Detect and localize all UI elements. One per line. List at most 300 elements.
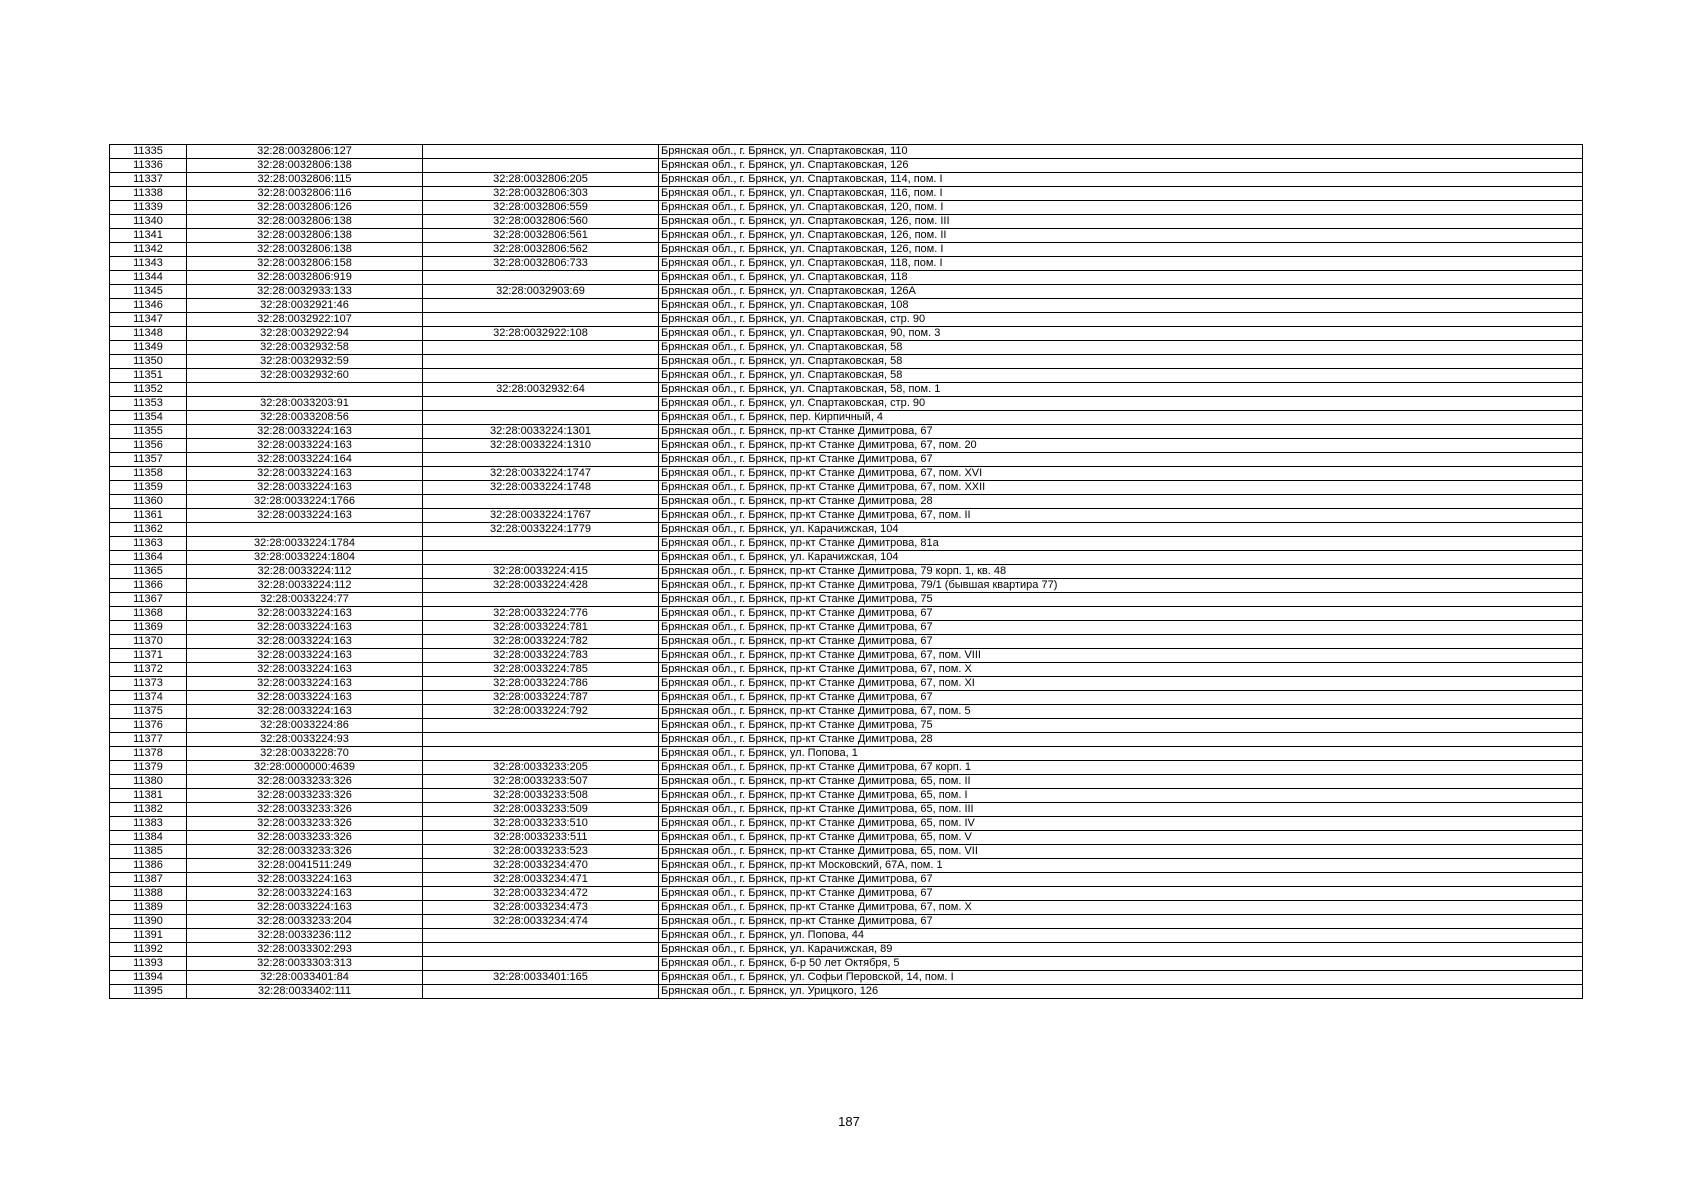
row-number-cell: 11344 — [110, 271, 187, 285]
row-number-cell: 11387 — [110, 873, 187, 887]
address-cell: Брянская обл., г. Брянск, ул. Карачижская, 104 — [659, 523, 1583, 537]
table-row — [110, 313, 1583, 327]
row-number-cell: 11370 — [110, 635, 187, 649]
related-cadastral-number-cell: 32:28:0033234:473 — [423, 901, 659, 915]
table-row — [110, 677, 1583, 691]
related-cadastral-number-cell — [423, 495, 659, 509]
related-cadastral-number-cell: 32:28:0032806:733 — [423, 257, 659, 271]
row-number-cell: 11360 — [110, 495, 187, 509]
cadastral-number-cell: 32:28:0033303:313 — [187, 957, 423, 971]
cadastral-number-cell: 32:28:0032932:58 — [187, 341, 423, 355]
related-cadastral-number-cell: 32:28:0032922:108 — [423, 327, 659, 341]
related-cadastral-number-cell: 32:28:0033224:1748 — [423, 481, 659, 495]
cadastral-number-cell: 32:28:0032932:59 — [187, 355, 423, 369]
cadastral-number-cell: 32:28:0033236:112 — [187, 929, 423, 943]
address-cell: Брянская обл., г. Брянск, ул. Спартаковская, 114, пом. I — [659, 173, 1583, 187]
cadastral-number-cell — [187, 383, 423, 397]
address-cell: Брянская обл., г. Брянск, ул. Спартаковская, 126 — [659, 159, 1583, 173]
address-cell: Брянская обл., г. Брянск, пр-кт Станке Димитрова, 67, пом. XXII — [659, 481, 1583, 495]
table-row — [110, 341, 1583, 355]
table-row — [110, 439, 1583, 453]
address-cell: Брянская обл., г. Брянск, ул. Спартаковская, 110 — [659, 145, 1583, 159]
row-number-cell: 11357 — [110, 453, 187, 467]
cadastral-number-cell: 32:28:0000000:4639 — [187, 761, 423, 775]
row-number-cell: 11376 — [110, 719, 187, 733]
cadastral-number-cell: 32:28:0033208:56 — [187, 411, 423, 425]
table-row — [110, 747, 1583, 761]
related-cadastral-number-cell — [423, 747, 659, 761]
address-cell: Брянская обл., г. Брянск, пр-кт Станке Димитрова, 65, пом. IV — [659, 817, 1583, 831]
row-number-cell: 11369 — [110, 621, 187, 635]
related-cadastral-number-cell — [423, 299, 659, 313]
row-number-cell: 11352 — [110, 383, 187, 397]
address-cell: Брянская обл., г. Брянск, ул. Карачижская, 89 — [659, 943, 1583, 957]
related-cadastral-number-cell: 32:28:0033233:507 — [423, 775, 659, 789]
address-cell: Брянская обл., г. Брянск, пр-кт Станке Димитрова, 65, пом. V — [659, 831, 1583, 845]
row-number-cell: 11358 — [110, 467, 187, 481]
cadastral-number-cell: 32:28:0033402:111 — [187, 985, 423, 999]
table-row — [110, 411, 1583, 425]
cadastral-number-cell: 32:28:0033401:84 — [187, 971, 423, 985]
table-row — [110, 523, 1583, 537]
address-cell: Брянская обл., г. Брянск, пр-кт Станке Димитрова, 67, пом. X — [659, 901, 1583, 915]
address-cell: Брянская обл., г. Брянск, пр-кт Станке Димитрова, 67, пом. X — [659, 663, 1583, 677]
related-cadastral-number-cell — [423, 593, 659, 607]
row-number-cell: 11336 — [110, 159, 187, 173]
cadastral-number-cell: 32:28:0033203:91 — [187, 397, 423, 411]
related-cadastral-number-cell: 32:28:0033233:523 — [423, 845, 659, 859]
related-cadastral-number-cell: 32:28:0033224:428 — [423, 579, 659, 593]
table-row — [110, 243, 1583, 257]
related-cadastral-number-cell — [423, 985, 659, 999]
related-cadastral-number-cell: 32:28:0033224:1779 — [423, 523, 659, 537]
page-number: 187 — [838, 1114, 860, 1129]
related-cadastral-number-cell: 32:28:0033224:1747 — [423, 467, 659, 481]
cadastral-number-cell: 32:28:0033224:163 — [187, 873, 423, 887]
cadastral-number-cell: 32:28:0033224:163 — [187, 705, 423, 719]
address-cell: Брянская обл., г. Брянск, пр-кт Станке Димитрова, 67, пом. 20 — [659, 439, 1583, 453]
table-row — [110, 467, 1583, 481]
table-row — [110, 761, 1583, 775]
related-cadastral-number-cell: 32:28:0032806:559 — [423, 201, 659, 215]
table-row — [110, 887, 1583, 901]
related-cadastral-number-cell: 32:28:0032806:560 — [423, 215, 659, 229]
address-cell: Брянская обл., г. Брянск, ул. Попова, 44 — [659, 929, 1583, 943]
row-number-cell: 11363 — [110, 537, 187, 551]
cadastral-number-cell: 32:28:0033224:1784 — [187, 537, 423, 551]
row-number-cell: 11385 — [110, 845, 187, 859]
cadastral-number-cell: 32:28:0033224:1766 — [187, 495, 423, 509]
table-row — [110, 831, 1583, 845]
cadastral-number-cell: 32:28:0033224:163 — [187, 481, 423, 495]
table-row — [110, 229, 1583, 243]
table-row — [110, 705, 1583, 719]
cadastral-number-cell: 32:28:0033224:163 — [187, 691, 423, 705]
cadastral-number-cell: 32:28:0032806:138 — [187, 215, 423, 229]
related-cadastral-number-cell: 32:28:0033234:471 — [423, 873, 659, 887]
cadastral-number-cell: 32:28:0033233:326 — [187, 803, 423, 817]
address-cell: Брянская обл., г. Брянск, пр-кт Станке Димитрова, 67, пом. XI — [659, 677, 1583, 691]
address-cell: Брянская обл., г. Брянск, ул. Спартаковская, 126, пом. I — [659, 243, 1583, 257]
cadastral-number-cell: 32:28:0033224:163 — [187, 509, 423, 523]
table-row — [110, 257, 1583, 271]
table-row — [110, 649, 1583, 663]
cadastral-number-cell: 32:28:0033224:163 — [187, 649, 423, 663]
address-cell: Брянская обл., г. Брянск, пр-кт Станке Димитрова, 65, пом. I — [659, 789, 1583, 803]
cadastral-number-cell: 32:28:0032922:94 — [187, 327, 423, 341]
address-cell: Брянская обл., г. Брянск, пр-кт Станке Димитрова, 67 — [659, 425, 1583, 439]
row-number-cell: 11372 — [110, 663, 187, 677]
table-row — [110, 775, 1583, 789]
related-cadastral-number-cell: 32:28:0033233:508 — [423, 789, 659, 803]
row-number-cell: 11341 — [110, 229, 187, 243]
table-row — [110, 733, 1583, 747]
table-row — [110, 859, 1583, 873]
row-number-cell: 11348 — [110, 327, 187, 341]
row-number-cell: 11351 — [110, 369, 187, 383]
row-number-cell: 11355 — [110, 425, 187, 439]
address-cell: Брянская обл., г. Брянск, пр-кт Станке Димитрова, 67 — [659, 635, 1583, 649]
related-cadastral-number-cell: 32:28:0033224:1301 — [423, 425, 659, 439]
row-number-cell: 11337 — [110, 173, 187, 187]
cadastral-number-cell: 32:28:0033233:326 — [187, 817, 423, 831]
row-number-cell: 11368 — [110, 607, 187, 621]
related-cadastral-number-cell: 32:28:0033224:776 — [423, 607, 659, 621]
table-row — [110, 915, 1583, 929]
related-cadastral-number-cell: 32:28:0033224:1310 — [423, 439, 659, 453]
address-cell: Брянская обл., г. Брянск, ул. Софьи Перовской, 14, пом. I — [659, 971, 1583, 985]
related-cadastral-number-cell: 32:28:0033233:510 — [423, 817, 659, 831]
cadastral-number-cell: 32:28:0032932:60 — [187, 369, 423, 383]
address-cell: Брянская обл., г. Брянск, ул. Спартаковская, 120, пом. I — [659, 201, 1583, 215]
related-cadastral-number-cell — [423, 551, 659, 565]
address-cell: Брянская обл., г. Брянск, пр-кт Станке Димитрова, 67, пом. 5 — [659, 705, 1583, 719]
row-number-cell: 11365 — [110, 565, 187, 579]
related-cadastral-number-cell: 32:28:0033224:415 — [423, 565, 659, 579]
related-cadastral-number-cell — [423, 355, 659, 369]
row-number-cell: 11350 — [110, 355, 187, 369]
cadastral-number-cell: 32:28:0033233:326 — [187, 789, 423, 803]
cadastral-number-cell: 32:28:0033233:326 — [187, 845, 423, 859]
address-cell: Брянская обл., г. Брянск, ул. Спартаковская, стр. 90 — [659, 313, 1583, 327]
table-row — [110, 537, 1583, 551]
related-cadastral-number-cell: 32:28:0033224:786 — [423, 677, 659, 691]
row-number-cell: 11347 — [110, 313, 187, 327]
row-number-cell: 11378 — [110, 747, 187, 761]
cadastral-number-cell: 32:28:0032806:919 — [187, 271, 423, 285]
row-number-cell: 11374 — [110, 691, 187, 705]
related-cadastral-number-cell — [423, 313, 659, 327]
cadastral-number-cell: 32:28:0033224:163 — [187, 425, 423, 439]
table-row — [110, 691, 1583, 705]
row-number-cell: 11367 — [110, 593, 187, 607]
table-row — [110, 845, 1583, 859]
related-cadastral-number-cell: 32:28:0033233:205 — [423, 761, 659, 775]
address-cell: Брянская обл., г. Брянск, пр-кт Станке Димитрова, 67 корп. 1 — [659, 761, 1583, 775]
address-cell: Брянская обл., г. Брянск, ул. Спартаковская, 108 — [659, 299, 1583, 313]
table-row — [110, 789, 1583, 803]
address-cell: Брянская обл., г. Брянск, пр-кт Станке Димитрова, 65, пом. III — [659, 803, 1583, 817]
related-cadastral-number-cell — [423, 145, 659, 159]
address-cell: Брянская обл., г. Брянск, пр-кт Станке Димитрова, 67 — [659, 887, 1583, 901]
row-number-cell: 11340 — [110, 215, 187, 229]
address-cell: Брянская обл., г. Брянск, пр-кт Станке Димитрова, 67, пом. VIII — [659, 649, 1583, 663]
row-number-cell: 11354 — [110, 411, 187, 425]
address-cell: Брянская обл., г. Брянск, пр-кт Станке Димитрова, 75 — [659, 719, 1583, 733]
address-cell: Брянская обл., г. Брянск, пр-кт Станке Димитрова, 28 — [659, 495, 1583, 509]
address-cell: Брянская обл., г. Брянск, ул. Спартаковская, 90, пом. 3 — [659, 327, 1583, 341]
cadastral-number-cell: 32:28:0032933:133 — [187, 285, 423, 299]
row-number-cell: 11335 — [110, 145, 187, 159]
table-row — [110, 565, 1583, 579]
table-row — [110, 943, 1583, 957]
table-row — [110, 551, 1583, 565]
table-row — [110, 873, 1583, 887]
cadastral-number-cell: 32:28:0033233:326 — [187, 775, 423, 789]
related-cadastral-number-cell: 32:28:0032806:562 — [423, 243, 659, 257]
table-row — [110, 173, 1583, 187]
related-cadastral-number-cell: 32:28:0033224:787 — [423, 691, 659, 705]
table-row — [110, 635, 1583, 649]
row-number-cell: 11394 — [110, 971, 187, 985]
related-cadastral-number-cell: 32:28:0033234:474 — [423, 915, 659, 929]
related-cadastral-number-cell: 32:28:0033233:511 — [423, 831, 659, 845]
row-number-cell: 11359 — [110, 481, 187, 495]
address-cell: Брянская обл., г. Брянск, ул. Спартаковская, 126, пом. III — [659, 215, 1583, 229]
address-cell: Брянская обл., г. Брянск, ул. Спартаковская, 126А — [659, 285, 1583, 299]
address-cell: Брянская обл., г. Брянск, пр-кт Станке Димитрова, 79 корп. 1, кв. 48 — [659, 565, 1583, 579]
cadastral-number-cell: 32:28:0032806:127 — [187, 145, 423, 159]
cadastral-number-cell: 32:28:0032806:138 — [187, 243, 423, 257]
address-cell: Брянская обл., г. Брянск, пр-кт Станке Димитрова, 67 — [659, 453, 1583, 467]
table-row — [110, 397, 1583, 411]
cadastral-number-cell: 32:28:0033224:163 — [187, 467, 423, 481]
related-cadastral-number-cell — [423, 341, 659, 355]
table-row — [110, 215, 1583, 229]
address-cell: Брянская обл., г. Брянск, пр-кт Станке Димитрова, 67 — [659, 607, 1583, 621]
row-number-cell: 11366 — [110, 579, 187, 593]
table-row — [110, 901, 1583, 915]
table-row — [110, 145, 1583, 159]
cadastral-number-cell: 32:28:0033302:293 — [187, 943, 423, 957]
cadastral-number-cell: 32:28:0033224:112 — [187, 579, 423, 593]
row-number-cell: 11384 — [110, 831, 187, 845]
address-cell: Брянская обл., г. Брянск, пр-кт Станке Димитрова, 28 — [659, 733, 1583, 747]
related-cadastral-number-cell: 32:28:0032806:205 — [423, 173, 659, 187]
table-row — [110, 579, 1583, 593]
related-cadastral-number-cell — [423, 271, 659, 285]
table-row — [110, 971, 1583, 985]
table-row — [110, 957, 1583, 971]
row-number-cell: 11373 — [110, 677, 187, 691]
address-cell: Брянская обл., г. Брянск, ул. Спартаковская, 116, пом. I — [659, 187, 1583, 201]
row-number-cell: 11382 — [110, 803, 187, 817]
related-cadastral-number-cell — [423, 719, 659, 733]
table-row — [110, 607, 1583, 621]
row-number-cell: 11362 — [110, 523, 187, 537]
table-row — [110, 425, 1583, 439]
cadastral-number-cell: 32:28:0033233:204 — [187, 915, 423, 929]
row-number-cell: 11339 — [110, 201, 187, 215]
table-row — [110, 803, 1583, 817]
address-cell: Брянская обл., г. Брянск, ул. Спартаковская, 58 — [659, 355, 1583, 369]
table-row — [110, 985, 1583, 999]
table-row — [110, 509, 1583, 523]
cadastral-number-cell: 32:28:0041511:249 — [187, 859, 423, 873]
row-number-cell: 11356 — [110, 439, 187, 453]
table-row — [110, 621, 1583, 635]
address-cell: Брянская обл., г. Брянск, ул. Урицкого, 126 — [659, 985, 1583, 999]
table-row — [110, 929, 1583, 943]
cadastral-number-cell: 32:28:0033224:163 — [187, 635, 423, 649]
cadastral-number-cell: 32:28:0032806:138 — [187, 159, 423, 173]
related-cadastral-number-cell: 32:28:0032932:64 — [423, 383, 659, 397]
cadastral-number-cell: 32:28:0033224:163 — [187, 677, 423, 691]
related-cadastral-number-cell: 32:28:0033224:792 — [423, 705, 659, 719]
address-cell: Брянская обл., г. Брянск, б-р 50 лет Октября, 5 — [659, 957, 1583, 971]
table-row — [110, 481, 1583, 495]
table-row — [110, 369, 1583, 383]
cadastral-number-cell: 32:28:0033224:112 — [187, 565, 423, 579]
row-number-cell: 11390 — [110, 915, 187, 929]
cadastral-number-cell: 32:28:0033224:86 — [187, 719, 423, 733]
related-cadastral-number-cell: 32:28:0033224:781 — [423, 621, 659, 635]
related-cadastral-number-cell — [423, 733, 659, 747]
address-cell: Брянская обл., г. Брянск, пр-кт Станке Димитрова, 65, пом. VII — [659, 845, 1583, 859]
cadastral-number-cell: 32:28:0032922:107 — [187, 313, 423, 327]
table-row — [110, 495, 1583, 509]
table-row — [110, 201, 1583, 215]
table-row — [110, 663, 1583, 677]
cadastral-number-cell: 32:28:0033233:326 — [187, 831, 423, 845]
row-number-cell: 11338 — [110, 187, 187, 201]
row-number-cell: 11361 — [110, 509, 187, 523]
row-number-cell: 11353 — [110, 397, 187, 411]
address-cell: Брянская обл., г. Брянск, пр-кт Станке Димитрова, 67, пом. II — [659, 509, 1583, 523]
table-row — [110, 383, 1583, 397]
row-number-cell: 11386 — [110, 859, 187, 873]
row-number-cell: 11377 — [110, 733, 187, 747]
related-cadastral-number-cell: 32:28:0033401:165 — [423, 971, 659, 985]
cadastral-number-cell: 32:28:0033224:93 — [187, 733, 423, 747]
address-cell: Брянская обл., г. Брянск, ул. Попова, 1 — [659, 747, 1583, 761]
related-cadastral-number-cell: 32:28:0032806:303 — [423, 187, 659, 201]
cadastral-number-cell: 32:28:0033224:163 — [187, 621, 423, 635]
related-cadastral-number-cell — [423, 159, 659, 173]
related-cadastral-number-cell: 32:28:0033224:782 — [423, 635, 659, 649]
row-number-cell: 11371 — [110, 649, 187, 663]
address-cell: Брянская обл., г. Брянск, пр-кт Московский, 67А, пом. 1 — [659, 859, 1583, 873]
cadastral-number-cell: 32:28:0032806:115 — [187, 173, 423, 187]
related-cadastral-number-cell: 32:28:0033233:509 — [423, 803, 659, 817]
address-cell: Брянская обл., г. Брянск, ул. Спартаковская, 58, пом. 1 — [659, 383, 1583, 397]
row-number-cell: 11375 — [110, 705, 187, 719]
address-cell: Брянская обл., г. Брянск, пр-кт Станке Димитрова, 67 — [659, 915, 1583, 929]
address-cell: Брянская обл., г. Брянск, пр-кт Станке Димитрова, 67 — [659, 691, 1583, 705]
related-cadastral-number-cell: 32:28:0032903:69 — [423, 285, 659, 299]
address-cell: Брянская обл., г. Брянск, пр-кт Станке Димитрова, 81а — [659, 537, 1583, 551]
related-cadastral-number-cell — [423, 369, 659, 383]
cadastral-number-cell: 32:28:0033224:163 — [187, 663, 423, 677]
registry-table-body — [110, 145, 1583, 999]
related-cadastral-number-cell: 32:28:0033224:783 — [423, 649, 659, 663]
cadastral-number-cell: 32:28:0033224:163 — [187, 439, 423, 453]
cadastral-number-cell: 32:28:0032806:116 — [187, 187, 423, 201]
related-cadastral-number-cell — [423, 397, 659, 411]
table-row — [110, 719, 1583, 733]
table-row — [110, 817, 1583, 831]
address-cell: Брянская обл., г. Брянск, пр-кт Станке Димитрова, 67, пом. XVI — [659, 467, 1583, 481]
address-cell: Брянская обл., г. Брянск, пр-кт Станке Димитрова, 75 — [659, 593, 1583, 607]
cadastral-number-cell: 32:28:0032806:126 — [187, 201, 423, 215]
row-number-cell: 11389 — [110, 901, 187, 915]
address-cell: Брянская обл., г. Брянск, ул. Спартаковская, стр. 90 — [659, 397, 1583, 411]
table-row — [110, 187, 1583, 201]
related-cadastral-number-cell — [423, 453, 659, 467]
cadastral-number-cell: 32:28:0032921:46 — [187, 299, 423, 313]
row-number-cell: 11343 — [110, 257, 187, 271]
row-number-cell: 11349 — [110, 341, 187, 355]
row-number-cell: 11388 — [110, 887, 187, 901]
row-number-cell: 11342 — [110, 243, 187, 257]
table-row — [110, 453, 1583, 467]
row-number-cell: 11364 — [110, 551, 187, 565]
cadastral-number-cell: 32:28:0032806:158 — [187, 257, 423, 271]
row-number-cell: 11346 — [110, 299, 187, 313]
cadastral-number-cell: 32:28:0033224:163 — [187, 887, 423, 901]
row-number-cell: 11345 — [110, 285, 187, 299]
cadastral-number-cell: 32:28:0033224:77 — [187, 593, 423, 607]
cadastral-number-cell: 32:28:0033224:163 — [187, 607, 423, 621]
row-number-cell: 11393 — [110, 957, 187, 971]
row-number-cell: 11391 — [110, 929, 187, 943]
related-cadastral-number-cell — [423, 537, 659, 551]
cadastral-number-cell: 32:28:0033224:1804 — [187, 551, 423, 565]
address-cell: Брянская обл., г. Брянск, ул. Спартаковская, 118 — [659, 271, 1583, 285]
address-cell: Брянская обл., г. Брянск, пр-кт Станке Димитрова, 79/1 (бывшая квартира 77) — [659, 579, 1583, 593]
related-cadastral-number-cell — [423, 411, 659, 425]
row-number-cell: 11392 — [110, 943, 187, 957]
row-number-cell: 11380 — [110, 775, 187, 789]
cadastral-number-cell: 32:28:0033224:163 — [187, 901, 423, 915]
table-row — [110, 355, 1583, 369]
row-number-cell: 11381 — [110, 789, 187, 803]
related-cadastral-number-cell — [423, 943, 659, 957]
cadastral-number-cell: 32:28:0033224:164 — [187, 453, 423, 467]
related-cadastral-number-cell: 32:28:0033224:1767 — [423, 509, 659, 523]
cadastral-number-cell — [187, 523, 423, 537]
related-cadastral-number-cell: 32:28:0033224:785 — [423, 663, 659, 677]
table-row — [110, 271, 1583, 285]
table-row — [110, 299, 1583, 313]
table-row — [110, 285, 1583, 299]
cadastral-number-cell: 32:28:0032806:138 — [187, 229, 423, 243]
related-cadastral-number-cell: 32:28:0033234:470 — [423, 859, 659, 873]
table-row — [110, 327, 1583, 341]
related-cadastral-number-cell: 32:28:0033234:472 — [423, 887, 659, 901]
cadastral-number-cell: 32:28:0033228:70 — [187, 747, 423, 761]
address-cell: Брянская обл., г. Брянск, пер. Кирпичный, 4 — [659, 411, 1583, 425]
address-cell: Брянская обл., г. Брянск, ул. Спартаковская, 126, пом. II — [659, 229, 1583, 243]
address-cell: Брянская обл., г. Брянск, ул. Спартаковская, 58 — [659, 341, 1583, 355]
registry-table — [109, 144, 1583, 999]
row-number-cell: 11379 — [110, 761, 187, 775]
row-number-cell: 11395 — [110, 985, 187, 999]
table-row — [110, 593, 1583, 607]
related-cadastral-number-cell — [423, 957, 659, 971]
row-number-cell: 11383 — [110, 817, 187, 831]
related-cadastral-number-cell — [423, 929, 659, 943]
